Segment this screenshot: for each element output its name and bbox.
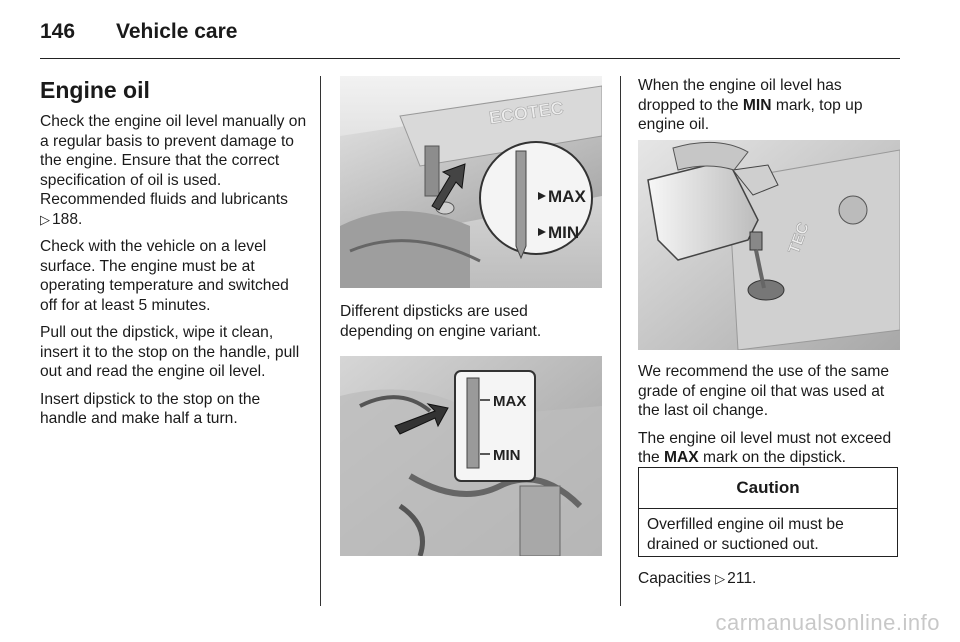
paragraph-insert-dipstick: Insert dipstick to the stop on the handle and make half a turn. [40, 390, 261, 427]
figure-dipstick-engine [340, 76, 602, 288]
page-header [40, 20, 900, 59]
section-title: Vehicle care [116, 20, 238, 43]
figure2-label-max: MAX [493, 393, 527, 410]
caution-body: Overfilled engine oil must be drained or suctioned out. [647, 516, 844, 553]
engine-dipstick-illustration [340, 76, 602, 288]
caution-box [638, 467, 898, 557]
figure2-label-min: MIN [493, 447, 521, 464]
engine-cover-text-2: TEC [785, 220, 813, 257]
column-1 [40, 76, 308, 437]
paragraph-check-level [40, 112, 308, 229]
column-3 [638, 76, 902, 143]
reference-capacities-page[interactable]: 211. [727, 570, 757, 587]
max-mark-bold: MAX [664, 449, 699, 466]
figure-dipstick-variant [340, 356, 602, 556]
paragraph-min-topup [638, 76, 902, 135]
reference-arrow-icon: ▷ [40, 211, 50, 227]
paragraph-level-surface: Check with the vehicle on a level surface. The engine must be at operating temperature and switched off for at least 5 minutes. [40, 238, 289, 314]
heading-engine-oil: Engine oil [40, 77, 150, 103]
reference-arrow-icon: ▷ [715, 571, 726, 586]
page-number: 146 [40, 20, 76, 43]
paragraph-check-level-text: Check the engine oil level manually on a regular basis to prevent damage to the engine. Ensure that the correct specification of oil is used. Recommended fluids and lubricants [40, 113, 307, 208]
paragraph-different-dipsticks: Different dipsticks are used depending on engine variant. [340, 303, 542, 340]
min-mark-bold: MIN [742, 96, 772, 114]
paragraph-max-limit [638, 429, 902, 468]
figure-top-up-oil [638, 140, 900, 350]
column-3-lower [638, 362, 902, 476]
reference-fluids-page[interactable]: 188. [52, 210, 83, 228]
engine-cover-text: ECOTEC [487, 97, 565, 128]
caution-title: Caution [639, 468, 897, 509]
paragraph-min-topup-pre: When the engine oil level has dropped to the [638, 77, 842, 114]
figure1-label-max: MAX [548, 187, 586, 206]
oil-pouring-illustration [638, 140, 900, 350]
watermark: carmanualsonline.info [715, 610, 940, 635]
column-2-text [340, 302, 602, 349]
paragraph-same-grade: We recommend the use of the same grade of engine oil that was used at the last oil change. [638, 363, 890, 419]
column-divider-left [320, 76, 321, 606]
paragraph-min-topup-post: mark, top up engine oil. [638, 96, 863, 133]
figure1-label-min: MIN [548, 223, 580, 242]
paragraph-pull-dipstick: Pull out the dipstick, wipe it clean, insert it to the stop on the handle, pull out and read the engine oil level. [40, 324, 300, 380]
paragraph-max-limit-post: mark on the dipstick. [698, 449, 847, 466]
engine-variant-illustration [340, 356, 602, 556]
paragraph-max-limit-pre: The engine oil level must not exceed the [638, 429, 892, 466]
column-divider-right [620, 76, 621, 606]
capacities-reference [638, 569, 902, 589]
capacities-label: Capacities [638, 570, 711, 587]
